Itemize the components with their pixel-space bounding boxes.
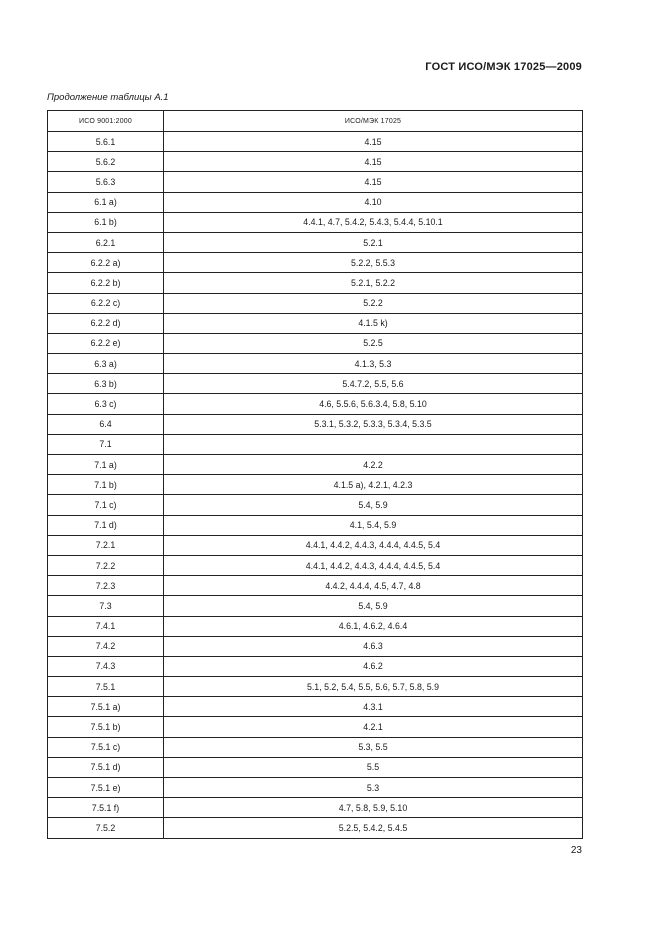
iso-9001-clause-cell: 7.1 d): [48, 515, 164, 535]
table-row: [48, 515, 583, 535]
iso-9001-clause-cell: 7.2.2: [48, 555, 164, 575]
table-row: [48, 354, 583, 374]
table-row: [48, 333, 583, 353]
iso-9001-clause-cell: 7.1: [48, 434, 164, 454]
iso-iec-17025-clause-cell: 4.15: [164, 172, 583, 192]
iso-iec-17025-clause-cell: 5.3.1, 5.3.2, 5.3.3, 5.3.4, 5.3.5: [164, 414, 583, 434]
table-row: [48, 636, 583, 656]
table-row: [48, 495, 583, 515]
iso-9001-clause-cell: 7.1 c): [48, 495, 164, 515]
table-row: [48, 798, 583, 818]
iso-iec-17025-clause-cell: 4.4.1, 4.7, 5.4.2, 5.4.3, 5.4.4, 5.10.1: [164, 212, 583, 232]
table-row: [48, 818, 583, 838]
iso-iec-17025-clause-cell: [164, 434, 583, 454]
iso-9001-clause-cell: 6.3 b): [48, 374, 164, 394]
iso-iec-17025-clause-cell: 4.4.2, 4.4.4, 4.5, 4.7, 4.8: [164, 576, 583, 596]
iso-9001-clause-cell: 7.5.1 f): [48, 798, 164, 818]
iso-iec-17025-clause-cell: 4.4.1, 4.4.2, 4.4.3, 4.4.4, 4.4.5, 5.4: [164, 555, 583, 575]
iso-9001-clause-cell: 6.4: [48, 414, 164, 434]
table-caption: Продолжение таблицы А.1: [47, 92, 169, 103]
iso-9001-clause-cell: 6.1 b): [48, 212, 164, 232]
iso-9001-clause-cell: 6.2.2 d): [48, 313, 164, 333]
iso-iec-17025-clause-cell: 5.5: [164, 757, 583, 777]
iso-iec-17025-clause-cell: 4.4.1, 4.4.2, 4.4.3, 4.4.4, 4.4.5, 5.4: [164, 535, 583, 555]
table-row: [48, 697, 583, 717]
iso-9001-clause-cell: 6.2.1: [48, 232, 164, 252]
table-row: [48, 455, 583, 475]
iso-9001-clause-cell: 6.1 a): [48, 192, 164, 212]
iso-9001-clause-cell: 7.5.1 c): [48, 737, 164, 757]
iso-9001-clause-cell: 7.3: [48, 596, 164, 616]
table-row: [48, 152, 583, 172]
iso-9001-clause-cell: 7.1 b): [48, 475, 164, 495]
iso-iec-17025-clause-cell: 5.2.1: [164, 232, 583, 252]
iso-iec-17025-clause-cell: 5.3: [164, 778, 583, 798]
iso-iec-17025-clause-cell: 5.3, 5.5: [164, 737, 583, 757]
iso-iec-17025-clause-cell: 5.2.1, 5.2.2: [164, 273, 583, 293]
iso-iec-17025-clause-cell: 4.6.3: [164, 636, 583, 656]
iso-iec-17025-clause-cell: 5.4, 5.9: [164, 495, 583, 515]
table-row: [48, 253, 583, 273]
table-row: [48, 192, 583, 212]
iso-iec-17025-clause-cell: 5.2.5, 5.4.2, 5.4.5: [164, 818, 583, 838]
table-row: [48, 737, 583, 757]
iso-9001-clause-cell: 7.5.1 d): [48, 757, 164, 777]
iso-iec-17025-clause-cell: 4.2.2: [164, 455, 583, 475]
iso-iec-17025-clause-cell: 4.15: [164, 152, 583, 172]
iso-iec-17025-clause-cell: 4.10: [164, 192, 583, 212]
iso-iec-17025-clause-cell: 5.2.5: [164, 333, 583, 353]
iso-9001-clause-cell: 5.6.1: [48, 132, 164, 152]
iso-iec-17025-clause-cell: 4.6, 5.5.6, 5.6.3.4, 5.8, 5.10: [164, 394, 583, 414]
iso-iec-17025-clause-cell: 4.7, 5.8, 5.9, 5.10: [164, 798, 583, 818]
iso-9001-clause-cell: 5.6.3: [48, 172, 164, 192]
iso-9001-clause-cell: 6.2.2 e): [48, 333, 164, 353]
table-row: [48, 394, 583, 414]
iso-iec-17025-clause-cell: 4.2.1: [164, 717, 583, 737]
table-row: [48, 778, 583, 798]
iso-iec-17025-clause-cell: 4.1.5 k): [164, 313, 583, 333]
table-row: [48, 677, 583, 697]
iso-9001-clause-cell: 6.3 a): [48, 354, 164, 374]
page-number: 23: [570, 845, 582, 856]
table-row: [48, 172, 583, 192]
table-row: [48, 212, 583, 232]
table-row: [48, 414, 583, 434]
iso-9001-clause-cell: 7.5.1 b): [48, 717, 164, 737]
table-row: [48, 232, 583, 252]
iso-iec-17025-clause-cell: 4.3.1: [164, 697, 583, 717]
column-header-iso-iec-17025: ИСО/МЭК 17025: [164, 111, 583, 132]
correspondence-table: [47, 110, 583, 839]
iso-9001-clause-cell: 7.1 a): [48, 455, 164, 475]
iso-9001-clause-cell: 7.2.3: [48, 576, 164, 596]
iso-9001-clause-cell: 6.2.2 b): [48, 273, 164, 293]
iso-9001-clause-cell: 7.5.1 e): [48, 778, 164, 798]
iso-9001-clause-cell: 5.6.2: [48, 152, 164, 172]
iso-9001-clause-cell: 7.5.2: [48, 818, 164, 838]
table-row: [48, 293, 583, 313]
iso-iec-17025-clause-cell: 4.1, 5.4, 5.9: [164, 515, 583, 535]
iso-9001-clause-cell: 7.5.1 a): [48, 697, 164, 717]
table-row: [48, 757, 583, 777]
table-row: [48, 313, 583, 333]
table-row: [48, 475, 583, 495]
table-row: [48, 656, 583, 676]
iso-9001-clause-cell: 7.5.1: [48, 677, 164, 697]
iso-iec-17025-clause-cell: 4.1.3, 5.3: [164, 354, 583, 374]
iso-iec-17025-clause-cell: 4.15: [164, 132, 583, 152]
iso-9001-clause-cell: 6.3 c): [48, 394, 164, 414]
table-row: [48, 132, 583, 152]
iso-9001-clause-cell: 7.4.3: [48, 656, 164, 676]
iso-9001-clause-cell: 7.4.2: [48, 636, 164, 656]
table-header-row: [48, 111, 583, 132]
table-body: [48, 132, 583, 839]
iso-iec-17025-clause-cell: 5.2.2, 5.5.3: [164, 253, 583, 273]
iso-iec-17025-clause-cell: 4.6.2: [164, 656, 583, 676]
iso-iec-17025-clause-cell: 4.6.1, 4.6.2, 4.6.4: [164, 616, 583, 636]
table-row: [48, 273, 583, 293]
table-row: [48, 374, 583, 394]
iso-9001-clause-cell: 6.2.2 a): [48, 253, 164, 273]
iso-9001-clause-cell: 6.2.2 c): [48, 293, 164, 313]
table-row: [48, 616, 583, 636]
table-row: [48, 555, 583, 575]
column-header-iso-9001: ИСО 9001:2000: [48, 111, 164, 132]
iso-iec-17025-clause-cell: 5.1, 5.2, 5.4, 5.5, 5.6, 5.7, 5.8, 5.9: [164, 677, 583, 697]
iso-iec-17025-clause-cell: 5.4, 5.9: [164, 596, 583, 616]
iso-iec-17025-clause-cell: 4.1.5 a), 4.2.1, 4.2.3: [164, 475, 583, 495]
iso-iec-17025-clause-cell: 5.4.7.2, 5.5, 5.6: [164, 374, 583, 394]
table-row: [48, 596, 583, 616]
table-row: [48, 535, 583, 555]
standard-code: ГОСТ ИСО/МЭК 17025—2009: [425, 61, 582, 73]
table-row: [48, 434, 583, 454]
iso-iec-17025-clause-cell: 5.2.2: [164, 293, 583, 313]
table-row: [48, 576, 583, 596]
iso-9001-clause-cell: 7.4.1: [48, 616, 164, 636]
iso-9001-clause-cell: 7.2.1: [48, 535, 164, 555]
table-row: [48, 717, 583, 737]
